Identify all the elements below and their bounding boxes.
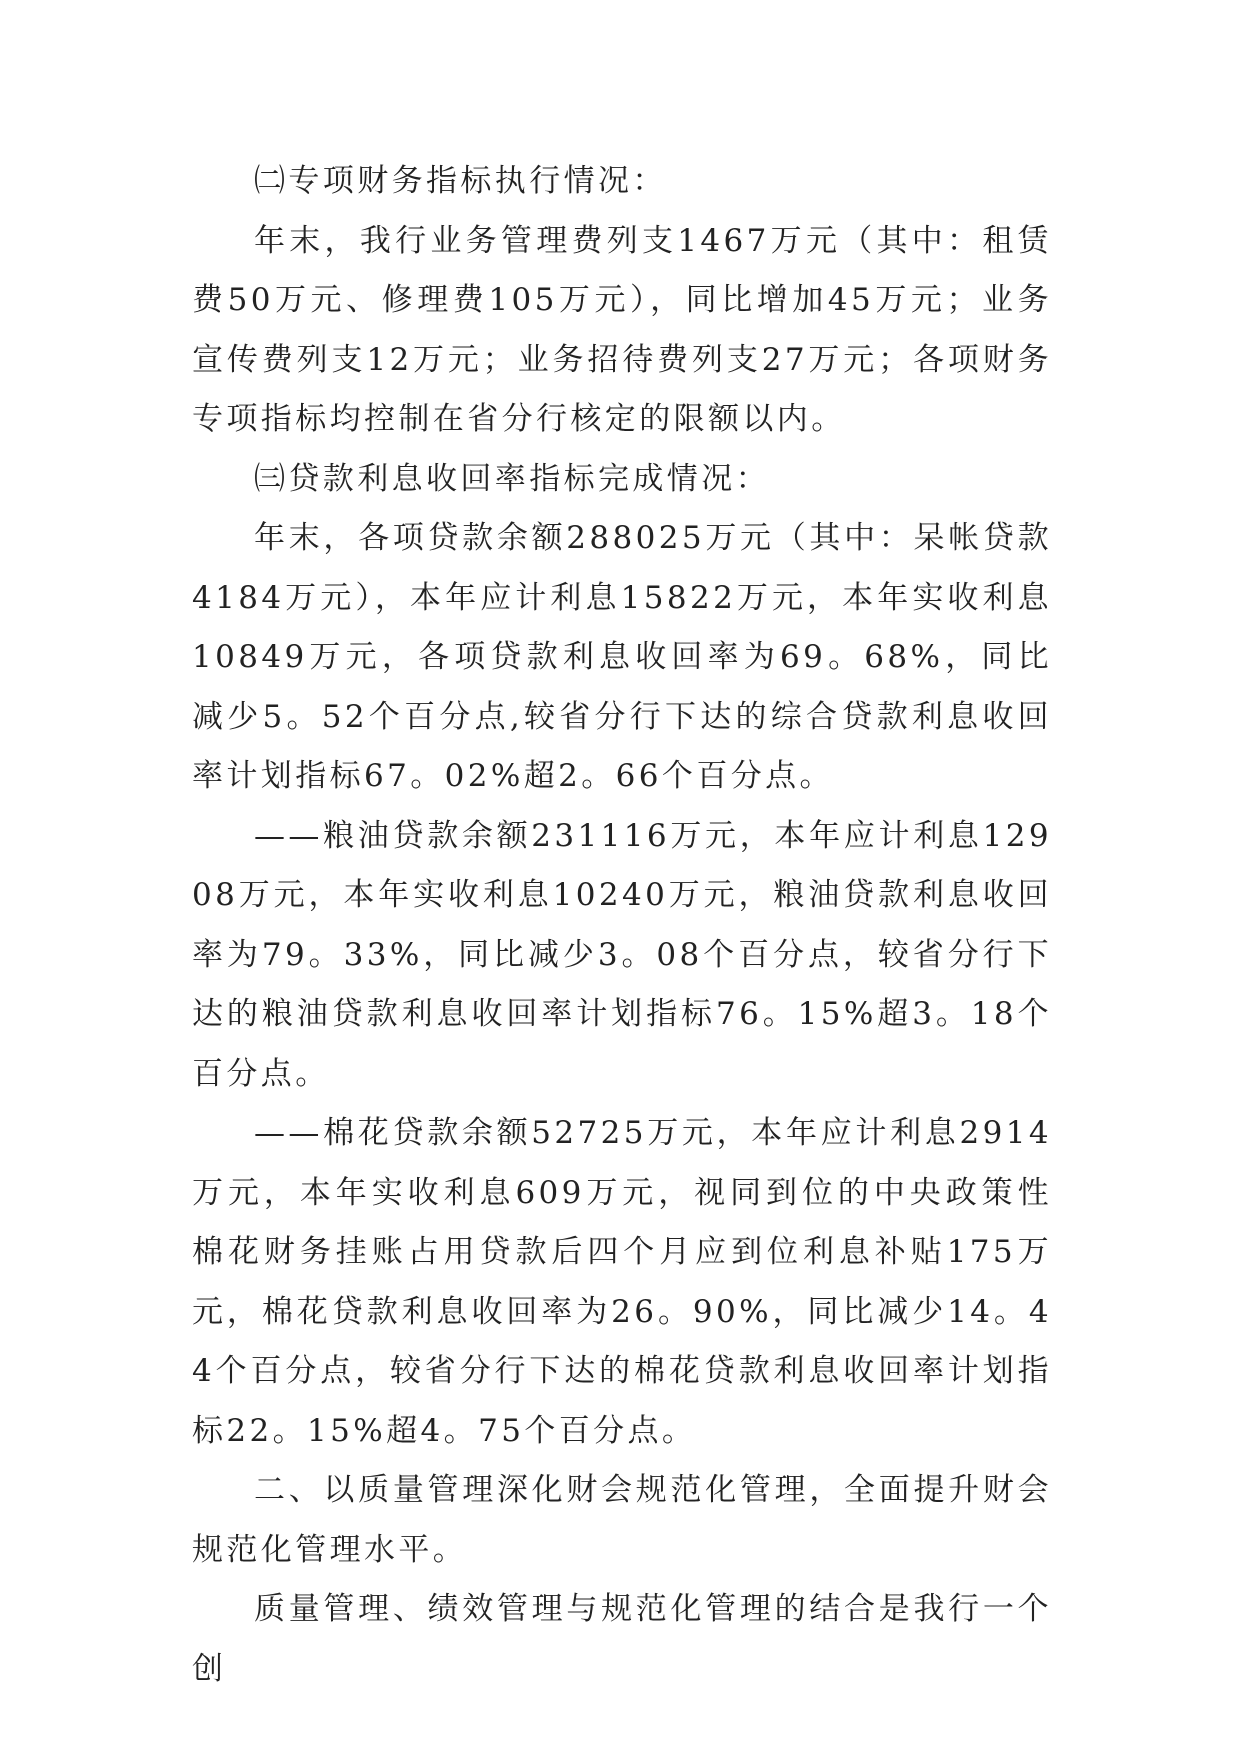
paragraph-cotton-loans: ——棉花贷款余额52725万元，本年应计利息2914万元，本年实收利息609万元，视同到位的中央政策性棉花财务挂账占用贷款后四个月应到位利息补贴175万元，棉花贷款利息收回率为26。90%，同比减少14。44个百分点，较省分行下达的棉花贷款利息收回率计划指标22。15%超4。75个百分点。	[192, 1115, 1052, 1449]
section-heading-interest-recovery: ㈢贷款利息收回率指标完成情况：	[254, 460, 770, 497]
section-heading-special-finance: ㈡专项财务指标执行情况：	[254, 163, 667, 199]
paragraph-loan-balance: 年末，各项贷款余额288025万元（其中：呆帐贷款4184万元），本年应计利息15822万元，本年实收利息10849万元，各项贷款利息收回率为69。68%，同比减少5。52个百分点,较省分行下达的综合贷款利息收回率计划指标67。02%超2。66个百分点。	[192, 520, 1052, 794]
document-body	[192, 152, 1052, 1699]
paragraph-grain-oil-loans: ——粮油贷款余额231116万元，本年应计利息12908万元，本年实收利息10240万元，粮油贷款利息收回率为79。33%，同比减少3。08个百分点，较省分行下达的粮油贷款利息收回率计划指标76。15%超3。18个百分点。	[192, 817, 1052, 1092]
paragraph-quality-management: 质量管理、绩效管理与规范化管理的结合是我行一个创	[192, 1591, 1052, 1687]
paragraph-expenses: 年末，我行业务管理费列支1467万元（其中：租赁费50万元、修理费105万元），同比增加45万元；业务宣传费列支12万元；业务招待费列支27万元；各项财务专项指标均控制在省分行核定的限额以内。	[192, 222, 1052, 437]
section-heading-quality-management: 二、以质量管理深化财会规范化管理，全面提升财会规范化管理水平。	[192, 1472, 1052, 1568]
